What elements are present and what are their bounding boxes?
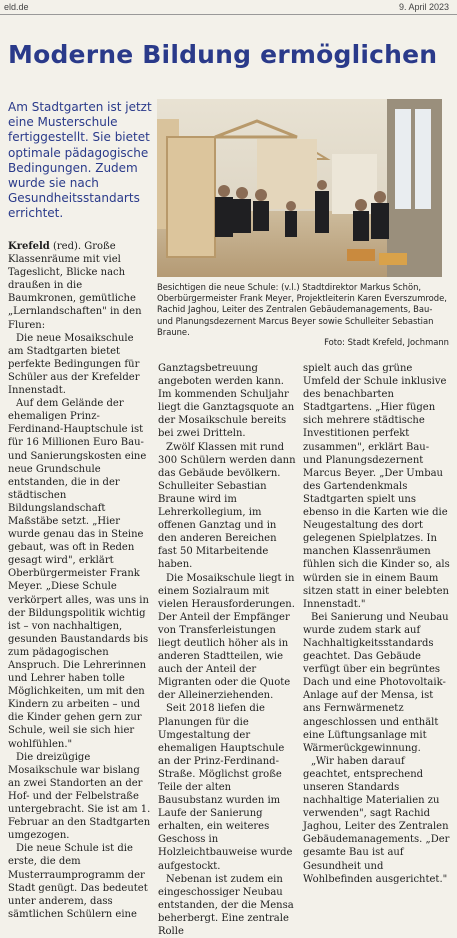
paragraph-text: (red). Große Klassenräume mit viel Tageslicht, Blicke nach draußen in die Baumkronen, gemütliche „Lernlandschaften" in den Fluren: bbox=[8, 241, 142, 331]
paragraph: Die Mosaikschule liegt in einem Sozialraum mit vielen Herausforderungen. Der Anteil der Empfänger von Transferleistungen liegt deutlich höher als in anderen Stadtteilen, wie auch der Anteil der Migranten oder die Quote der Alleinerziehenden. bbox=[158, 572, 295, 702]
page-header bbox=[0, 0, 457, 14]
paragraph: Zwölf Klassen mit rund 300 Schülern werden dann das Gebäude bevölkern. Schulleiter Sebastian Braune wird im Lehrerkollegium, im offenen Ganztag und in den anderen Bereichen fast 50 Mitarbeitende haben. bbox=[158, 441, 296, 571]
article-column-1 bbox=[8, 240, 151, 921]
paragraph: Seit 2018 liefen die Planungen für die Umgestaltung der ehemaligen Hauptschule an der Prinz-Ferdinand-Straße. Möglichst große Teile der alten Bausubstanz wurden im Laufe der Sanierung erhalten, ein weiteres Geschoss in Holzleichtbauweise wurde aufgestockt. bbox=[158, 703, 293, 872]
paragraph: „Wir haben darauf geachtet, entsprechend unseren Standards nachhaltige Materialien zu verwenden", sagt Rachid Jaghou, Leiter des Zentralen Gebäudemanagements. „Der gesamte Bau ist auf Gesundheit und Wohlbefinden ausgerichtet." bbox=[303, 755, 450, 885]
article-lead: Am Stadtgarten ist jetzt eine Musterschule fertiggestellt. Sie bietet optimale pädagogische Bedingungen. Zudem wurde sie nach Gesundheitsstandarts errichtet. bbox=[8, 100, 152, 221]
paragraph: Die neue Schule ist die erste, die dem Musterraumprogramm der Stadt genügt. Das bedeutet unter anderem, dass sämtlichen Schülern eine bbox=[8, 843, 148, 920]
article-column-3 bbox=[303, 362, 451, 886]
header-rule bbox=[0, 14, 457, 15]
article-photo bbox=[157, 99, 442, 277]
article-column-2 bbox=[158, 362, 296, 938]
issue-date: 9. April 2023 bbox=[398, 2, 449, 12]
paragraph: Nebenan ist zudem ein eingeschossiger Neubau entstanden, der die Mensa beherbergt. Eine zentrale Rolle bbox=[158, 873, 294, 938]
paragraph: Bei Sanierung und Neubau wurde zudem stark auf Nachhaltigkeitsstandards geachtet. Das Gebäude verfügt über ein begrüntes Dach und eine Photovoltaik-Anlage auf der Mensa, ist ans Fernwärmenetz angeschlossen und enthält eine Lüftungsanlage mit Wärmerückgewinnung. bbox=[303, 611, 449, 754]
photo-caption: Besichtigen die neue Schule: (v.l.) Stadtdirektor Markus Schön, Oberbürgermeister Frank Meyer, Projektleiterin Karen Everszumrode, Rachid Jaghou, Leiter des Zentralen Gebäudemanagements, Bau- und Planungsdezernent Marcus Beyer sowie Schulleiter Sebastian Braune. bbox=[157, 282, 447, 337]
photo-credit: Foto: Stadt Krefeld, Jochmann bbox=[324, 337, 449, 347]
paragraph: Auf dem Gelände der ehemaligen Prinz-Ferdinand-Hauptschule ist für 16 Millionen Euro Bau- und Sanierungskosten eine neue Grundschule entstanden, die in der städtischen Bildungslandschaft Maßstäbe setzt. „Hier wurde genau das in Steine gebaut, was oft in Reden gesagt wird", erklärt Oberbürgermeister Frank Meyer. „Diese Schule verkörpert alles, was uns in der Bildungspolitik wichtig ist – von nachhaltigen, gesunden Baustandards bis zum pädagogischen Anspruch. Die Lehrerinnen und Lehrer haben tolle Möglichkeiten, um mit den Kindern zu arbeiten – und die Kinder gehen gern zur Schule, weil sie sich hier wohlfühlen." bbox=[8, 398, 149, 750]
article-headline: Moderne Bildung ermöglichen bbox=[8, 40, 438, 69]
paragraph: Ganztagsbetreuung angeboten werden kann. Im kommenden Schuljahr liegt die Ganztagsquote an der Mosaikschule bereits bei zwei Dritteln. bbox=[158, 363, 295, 440]
site-name: eld.de bbox=[4, 2, 29, 12]
paragraph: Die neue Mosaikschule am Stadtgarten bietet perfekte Bedingungen für Schüler aus der Krefelder Innenstadt. bbox=[8, 332, 140, 397]
paragraph: Die dreizügige Mosaikschule war bislang an zwei Standorten an der Hof- und der Felbelstraße untergebracht. Sie ist am 1. Februar an den Stadtgarten umgezogen. bbox=[8, 751, 151, 842]
photo-illustration bbox=[157, 99, 442, 277]
dateline: Krefeld bbox=[8, 241, 50, 252]
paragraph bbox=[8, 240, 151, 332]
paragraph: spielt auch das grüne Umfeld der Schule inklusive des benachbarten Stadtgartens. „Hier fügen sich mehrere städtische Investitionen perfekt zusammen", erklärt Bau- und Planungsdezernent Marcus Beyer. „Der Umbau des Gartendenkmals Stadtgarten spielt uns ebenso in die Karten wie die Neugestaltung des dort gelegenen Spielplatzes. In manchen Klassenräumen fühlen sich die Kinder so, als würden sie in einem Baum sitzen statt in einer belebten Innenstadt." bbox=[303, 363, 450, 610]
